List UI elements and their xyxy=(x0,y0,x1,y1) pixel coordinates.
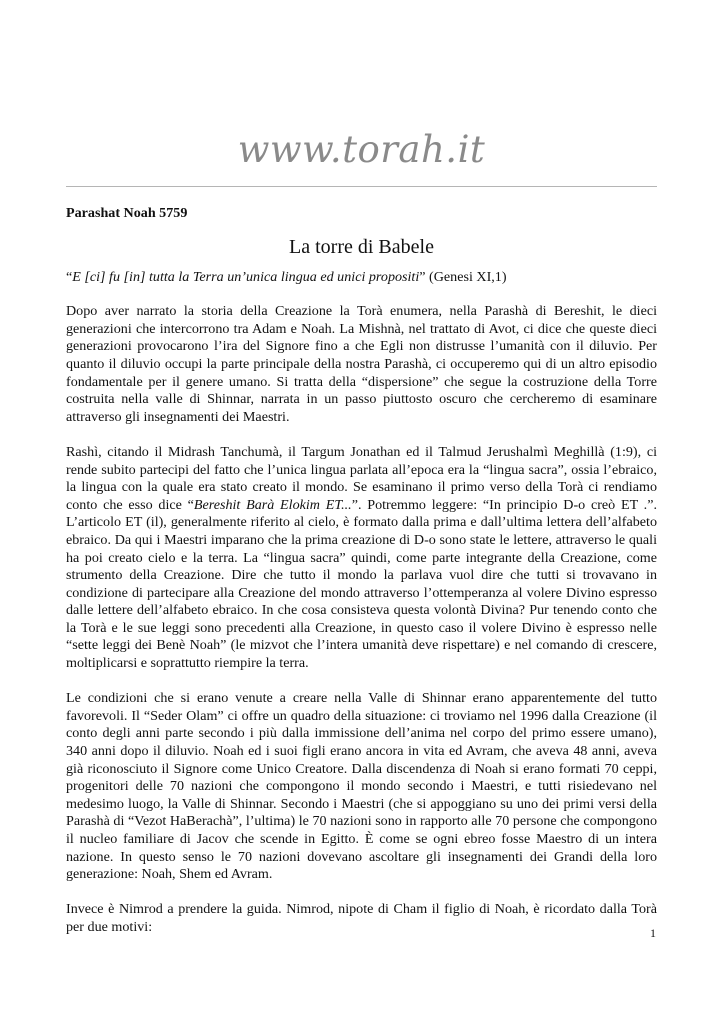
site-header[interactable]: www.torah.it xyxy=(237,128,486,171)
document-body xyxy=(66,205,657,954)
epigraph xyxy=(66,269,657,287)
epigraph-open-quote: “ xyxy=(66,268,73,285)
paragraph-3: Le condizioni che si erano venute a creare nella Valle di Shinnar erano apparentemente del tutto favorevoli. Il “Seder Olam” ci offre un quadro della situazione: ci troviamo nel 1996 dalla Creazione (il conto degli anni parte secondo i più dalla immissione dell’anima nel corpo del primo essere umano), 340 anni dopo il diluvio. Noah ed i suoi figli erano ancora in vita ed Avram, che aveva 48 anni, aveva già riconosciuto il Signore come Unico Creatore. Dalla discendenza di Noah si erano formati 70 ceppi, progenitori delle 70 nazioni che compongono il mondo secondo i Maestri, e tutti risiedevano nel medesimo luogo, la Valle di Shinnar. Secondo i Maestri (che si appoggiano su uno dei primi versi della Parashà di “Vezot HaBerachà”, l’ultima) le 70 nazioni sono in rapporto alle 70 persone che compongono il nucleo familiare di Jacov che scende in Egitto. È come se ogni ebreo fosse Maestro di un intera nazione. In questo senso le 70 nazioni dovevano ascoltare gli insegnamenti dei Grandi della loro generazione: Noah, Shem ed Avram. xyxy=(66,690,657,883)
page-number: 1 xyxy=(650,926,656,940)
epigraph-quote: E [ci] fu [in] tutta la Terra un’unica lingua ed unici propositi xyxy=(72,268,420,285)
paragraph-2 xyxy=(66,444,657,673)
paragraph-2-text-start: Rashì, citando il Midrash Tanchumà, il Targum Jonathan ed il Talmud Jerushalmì Meghillà (1:9), ci rende subito partecipi del fatto che l’unica lingua parlata all’epoca era la “lingua sacra”, ossia l’ebraico, la lingua con la quale era stato creato il mondo. Se esaminano il primo verso della Torà ci rendiamo conto che esso dice “ xyxy=(66,443,657,513)
paragraph-4: Invece è Nimrod a prendere la guida. Nimrod, nipote di Cham il figlio di Noah, è ricordato dalla Torà per due motivi: xyxy=(66,901,657,935)
header-divider xyxy=(66,186,657,187)
parashat-heading: Parashat Noah 5759 xyxy=(66,205,188,221)
epigraph-reference: ” (Genesi XI,1) xyxy=(419,268,507,285)
document-title: La torre di Babele xyxy=(289,235,434,258)
paragraph-1: Dopo aver narrato la storia della Creazione la Torà enumera, nella Parashà di Bereshit, le dieci generazioni che intercorrono tra Adam e Noah. La Mishnà, nel trattato di Avot, ci dice che queste dieci generazioni provocarono l’ira del Signore fino a che Egli non distrusse l’umanità con il diluvio. Per quanto il diluvio occupi la parte principale della nostra Parashà, ci occuperemo qui di un altro episodio fondamentale per il genere umano. Si tratta della “dispersione” che segue la costruzione della Torre costruita nella valle di Shinnar, narrata in un passo piuttosto oscuro che cercheremo di esaminare attraverso gli insegnamenti dei Maestri. xyxy=(66,303,657,425)
paragraph-2-text-end: ”. Potremmo leggere: “In principio D-o creò ET .”. L’articolo ET (il), generalmente riferito al cielo, è formato dalla prima e dall’ultima lettera dell’alfabeto ebraico. Da qui i Maestri imparano che la prima creazione di D-o sono state le lettere, attraverso le quali ha poi creato cielo e la terra. La “lingua sacra” quindi, come parte integrante della Creazione, come strumento della Creazione. Dire che tutto il mondo la parlava vuol dire che tutti si trovavano in condizione di partecipare alla Creazione del mondo attraverso l’ottemperanza al volere Divino espresso dalle lettere dell’alfabeto ebraico. In che cosa consisteva questa volontà Divina? Pur tenendo conto che la Torà e le sue leggi sono precedenti alla Creazione, in questo caso il volere Divino è espresso nelle “sette leggi dei Benè Noah” (le mizvot che l’intera umanità deve rispettare) e nel comando di crescere, moltiplicarsi e soprattutto riempire la terra. xyxy=(66,496,657,672)
paragraph-2-italic-quote: Bereshit Barà Elokim ET... xyxy=(193,496,352,513)
